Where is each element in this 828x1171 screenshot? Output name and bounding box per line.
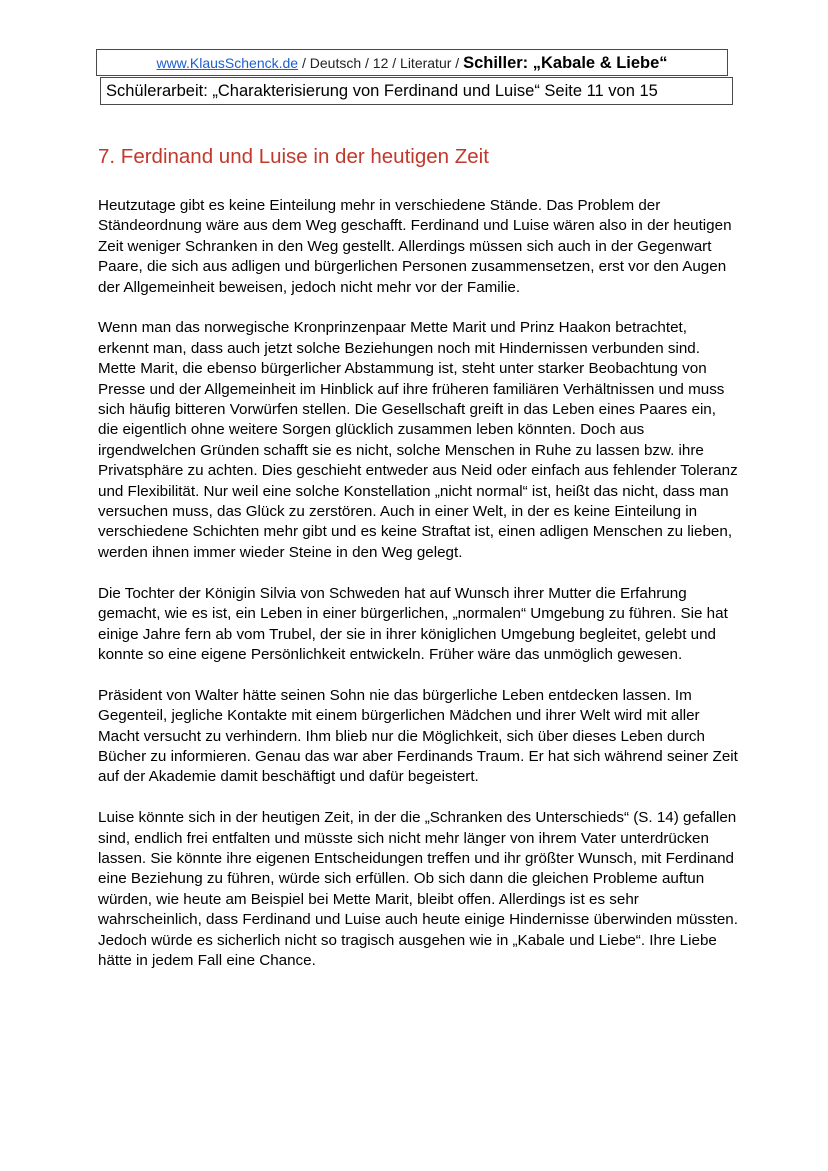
header-subtitle: Schülerarbeit: „Charakterisierung von Ferdinand und Luise“ Seite 11 von 15	[106, 82, 658, 100]
paragraph-1: Heutzutage gibt es keine Einteilung mehr in verschiedene Stände. Das Problem der Ständeordnung wäre aus dem Weg geschafft. Ferdinand und Luise wären also in der heutigen Zeit weniger Schranken in den Weg gestellt. Allerdings müssen sich auch in der Gegenwart Paare, die sich aus adligen und bürgerlichen Personen zusammensetzen, erst vor den Augen der Allgemeinheit beweisen, jedoch nicht mehr vor der Familie.	[98, 197, 732, 296]
header-subtitle-box	[100, 77, 733, 105]
header-title-box	[96, 49, 728, 76]
work-title: Schiller: „Kabale & Liebe“	[463, 54, 668, 72]
paragraph-2: Wenn man das norwegische Kronprinzenpaar Mette Marit und Prinz Haakon betrachtet, erkennt man, dass auch jetzt solche Beziehungen noch mit Hindernissen verbunden sind. Mette Marit, die ebenso bürgerlicher Abstammung ist, steht unter starker Beobachtung von Presse und der Allgemeinheit im Hinblick auf ihre früheren familiären Verhältnissen und muss sich häufig bitteren Vorwürfen stellen. Die Gesellschaft greift in das Leben eines Paares ein, die eigentlich ohne weitere Sorgen glücklich zusammen leben könnten. Doch aus irgendwelchen Gründen schafft sie es nicht, solche Menschen in Ruhe zu lassen bzw. ihre Privatsphäre zu achten. Dies geschieht entweder aus Neid oder einfach aus fehlender Toleranz und Flexibilität. Nur weil eine solche Konstellation „nicht normal“ ist, heißt das nicht, dass man versuchen muss, das Glück zu zerstören. Auch in einer Welt, in der es keine Einteilung in verschiedene Schichten mehr gibt und es keine Straftat ist, einen adligen Menschen zu lieben, werden ihnen immer wieder Steine in den Weg gelegt.	[98, 319, 738, 561]
body-text	[98, 196, 738, 992]
breadcrumb: / Deutsch / 12 / Literatur /	[298, 55, 464, 71]
paragraph-5: Luise könnte sich in der heutigen Zeit, in der die „Schranken des Unterschieds“ (S. 14) gefallen sind, endlich frei entfalten und müsste sich nicht mehr länger von ihrem Vater unterdrücken lassen. Sie könnte ihre eigenen Entscheidungen treffen und ihr größter Wunsch, mit Ferdinand eine Beziehung zu führen, würde sich erfüllen. Ob sich dann die gleichen Probleme auftun würden, wie heute am Beispiel bei Mette Marit, bleibt offen. Allerdings ist es sehr wahrscheinlich, dass Ferdinand und Luise auch heute einige Hindernisse überwinden müssten. Jedoch würde es sicherlich nicht so tragisch ausgehen wie in „Kabale und Liebe“. Ihre Liebe hätte in jedem Fall eine Chance.	[98, 809, 738, 969]
section-title: 7. Ferdinand und Luise in der heutigen Zeit	[98, 145, 489, 168]
paragraph-3: Die Tochter der Königin Silvia von Schweden hat auf Wunsch ihrer Mutter die Erfahrung gemacht, wie es ist, ein Leben in einer bürgerlichen, „normalen“ Umgebung zu führen. Sie hat einige Jahre fern ab vom Trubel, der sie in ihrer königlichen Umgebung begleitet, gelebt und konnte so eine eigene Persönlichkeit entwickeln. Früher wäre das unmöglich gewesen.	[98, 584, 728, 663]
site-link[interactable]: www.KlausSchenck.de	[156, 55, 299, 71]
paragraph-4: Präsident von Walter hätte seinen Sohn nie das bürgerliche Leben entdecken lassen. Im Gegenteil, jegliche Kontakte mit einem bürgerlichen Mädchen und ihrer Welt wird mit aller Macht versucht zu verhindern. Ihm blieb nur die Möglichkeit, sich über dieses Leben durch Bücher zu informieren. Genau das war aber Ferdinands Traum. Er hat sich während seiner Zeit auf der Akademie damit beschäftigt und dafür begeistert.	[98, 686, 738, 786]
